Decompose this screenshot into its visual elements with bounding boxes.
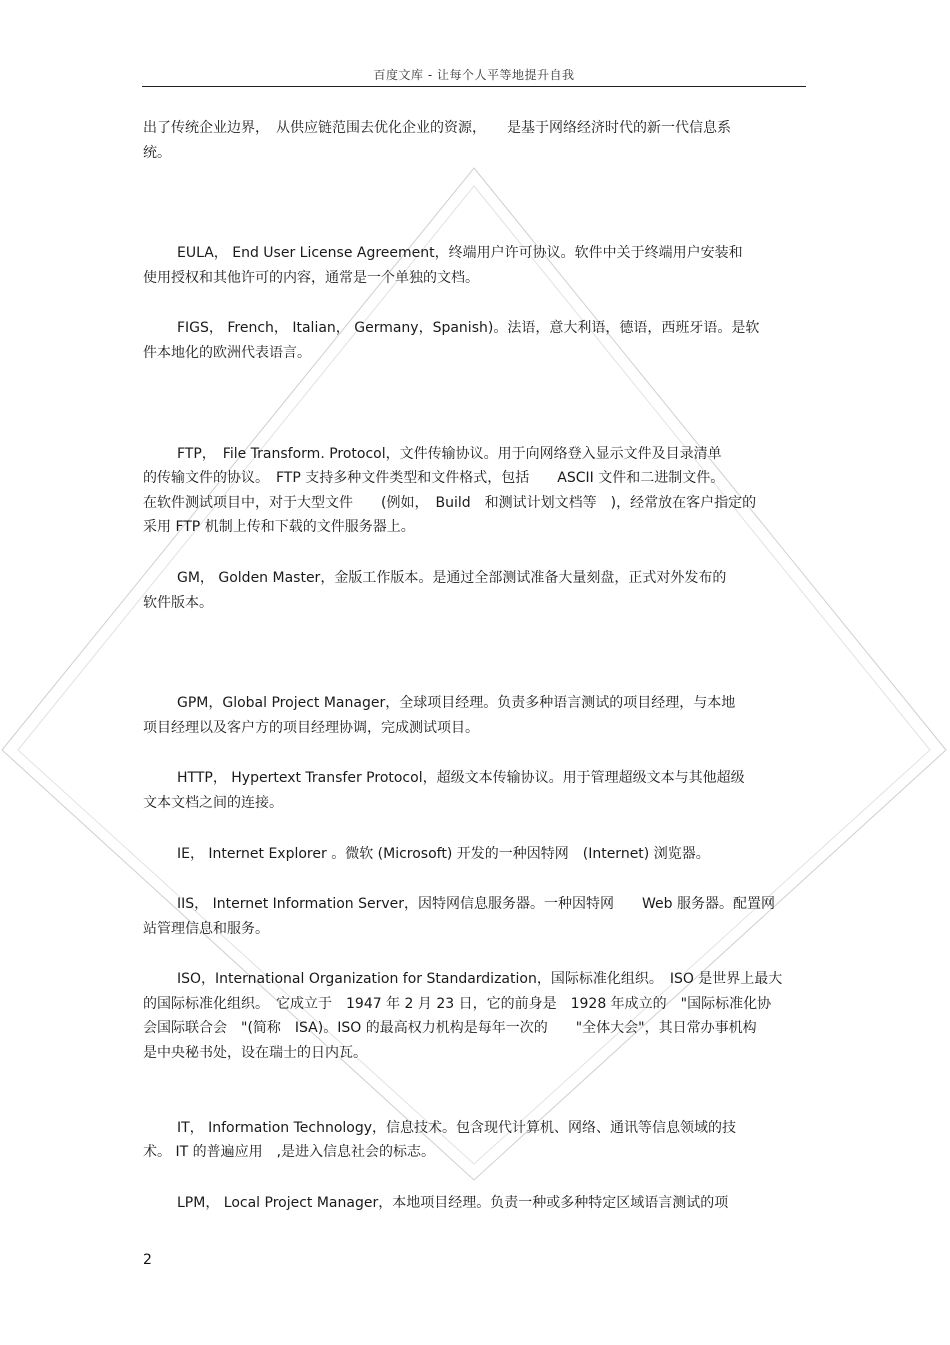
paragraph-lpm xyxy=(143,1191,798,1216)
paragraph-ie xyxy=(143,842,798,867)
text-line: IIS， Internet Information Server，因特网信息服务器。一种因特网 Web 服务器。配置网 xyxy=(177,896,776,913)
text-line: LPM， Local Project Manager，本地项目经理。负责一种或多种特定区域语言测试的项 xyxy=(177,1194,729,1211)
page-number: 2 xyxy=(143,1252,152,1268)
text-line: 出了传统企业边界， 从供应链范围去优化企业的资源， 是基于网络经济时代的新一代信息系 xyxy=(143,120,731,136)
paragraph-gpm xyxy=(143,691,798,740)
text-line: 件本地化的欧洲代表语言。 xyxy=(143,344,311,361)
text-line: 统。 xyxy=(143,144,171,161)
page-header: 百度文库 - 让每个人平等地提升自我 xyxy=(373,68,575,82)
text-line: 项目经理以及客户方的项目经理协调，完成测试项目。 xyxy=(143,719,479,736)
text-line: GM， Golden Master，金版工作版本。是通过全部测试准备大量刻盘，正式对外发布的 xyxy=(177,569,727,586)
text-line: 的传输文件的协议。 FTP 支持多种文件类型和文件格式，包括 ASCII 文件和二进制文件。 xyxy=(143,470,725,487)
paragraph-iis xyxy=(143,892,798,941)
paragraph-http xyxy=(143,766,798,815)
paragraph-intro xyxy=(143,116,798,165)
text-line: EULA， End User License Agreement，终端用户许可协议。软件中关于终端用户安装和 xyxy=(177,245,743,262)
text-line: HTTP， Hypertext Transfer Protocol，超级文本传输协议。用于管理超级文本与其他超级 xyxy=(177,770,745,787)
paragraph-gm xyxy=(143,566,798,615)
text-line: 在软件测试项目中，对于大型文件 (例如， Build 和测试计划文档等 )，经常放在客户指定的 xyxy=(143,494,757,511)
header-divider xyxy=(142,86,806,87)
text-line: 会国际联合会 "(简称 ISA)。ISO 的最高权力机构是每年一次的 "全体大会"，其日常办事机构 xyxy=(143,1020,757,1037)
paragraph-eula xyxy=(143,241,798,290)
text-line: 软件版本。 xyxy=(143,594,213,611)
paragraph-it xyxy=(143,1116,798,1165)
text-line: FIGS， French， Italian， Germany，Spanish)。法语，意大利语，德语，西班牙语。是软 xyxy=(177,320,760,337)
text-line: 的国际标准化组织。 它成立于 1947 年 2 月 23 日，它的前身是 1928 年成立的 "国际标准化协 xyxy=(143,995,772,1012)
document-body xyxy=(143,116,798,1215)
text-line: 是中央秘书处，设在瑞士的日内瓦。 xyxy=(143,1045,367,1062)
text-line: 术。 IT 的普遍应用 ,是进入信息社会的标志。 xyxy=(143,1144,436,1161)
text-line: GPM，Global Project Manager，全球项目经理。负责多种语言测试的项目经理，与本地 xyxy=(177,695,736,712)
text-line: 使用授权和其他许可的内容，通常是一个单独的文档。 xyxy=(143,269,479,286)
text-line: ISO，International Organization for Standardization，国际标准化组织。 ISO 是世界上最大 xyxy=(177,971,783,988)
paragraph-figs xyxy=(143,316,798,365)
text-line: 文本文档之间的连接。 xyxy=(143,794,283,811)
paragraph-iso xyxy=(143,967,798,1065)
text-line: 采用 FTP 机制上传和下载的文件服务器上。 xyxy=(143,519,415,536)
text-line: IE， Internet Explorer 。微软 (Microsoft) 开发的一种因特网 (Internet) 浏览器。 xyxy=(177,845,710,862)
text-line: IT， Information Technology，信息技术。包含现代计算机、网络、通讯等信息领域的技 xyxy=(177,1119,737,1136)
paragraph-ftp xyxy=(143,442,798,540)
text-line: FTP， File Transform. Protocol，文件传输协议。用于向网络登入显示文件及目录清单 xyxy=(177,445,722,462)
text-line: 站管理信息和服务。 xyxy=(143,920,269,937)
